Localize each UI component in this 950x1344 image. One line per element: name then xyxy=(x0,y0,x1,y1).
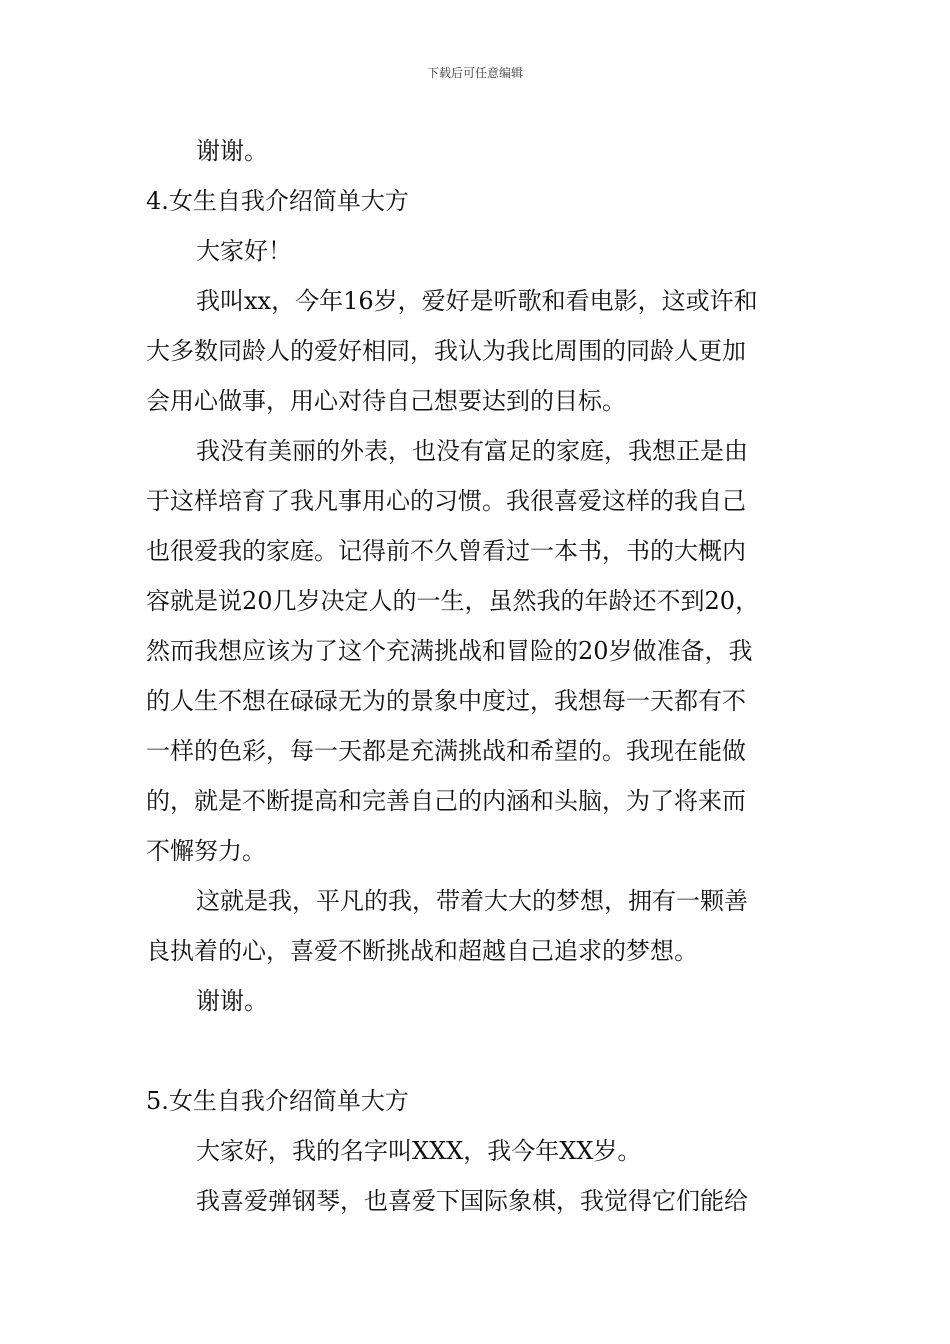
paragraph-line: 我叫xx，今年16岁，爱好是听歌和看电影，这或许和 xyxy=(196,287,758,315)
paragraph-line: 这就是我，平凡的我，带着大大的梦想，拥有一颗善 xyxy=(196,887,748,915)
closing-thanks: 谢谢。 xyxy=(196,137,268,165)
paragraph-line: 的人生不想在碌碌无为的景象中度过，我想每一天都有不 xyxy=(146,687,746,715)
greeting: 大家好！ xyxy=(196,237,292,265)
paragraph-line: 会用心做事，用心对待自己想要达到的目标。 xyxy=(146,387,626,415)
page-header: 下载后可任意编辑 xyxy=(426,66,523,80)
closing-thanks: 谢谢。 xyxy=(196,987,268,1015)
paragraph-line: 于这样培育了我凡事用心的习惯。我很喜爱这样的我自己 xyxy=(146,487,746,515)
paragraph-line: 也很爱我的家庭。记得前不久曾看过一本书，书的大概内 xyxy=(146,537,746,565)
blank-line xyxy=(146,1026,810,1076)
section-heading-4: 4.女生自我介绍简单大方 xyxy=(146,187,409,215)
greeting: 大家好，我的名字叫XXX，我今年XX岁。 xyxy=(196,1137,642,1165)
paragraph-line: 大多数同龄人的爱好相同，我认为我比周围的同龄人更加 xyxy=(146,337,746,365)
paragraph-line: 我喜爱弹钢琴，也喜爱下国际象棋，我觉得它们能给 xyxy=(196,1187,748,1215)
paragraph-line: 容就是说20几岁决定人的一生，虽然我的年龄还不到20， xyxy=(146,587,760,615)
paragraph-line: 我没有美丽的外表，也没有富足的家庭，我想正是由 xyxy=(196,437,748,465)
paragraph-line: 一样的色彩，每一天都是充满挑战和希望的。我现在能做 xyxy=(146,737,746,765)
paragraph-line: 的，就是不断提高和完善自己的内涵和头脑，为了将来而 xyxy=(146,787,746,815)
section-heading-5: 5.女生自我介绍简单大方 xyxy=(146,1087,409,1115)
paragraph-line: 然而我想应该为了这个充满挑战和冒险的20岁做准备，我 xyxy=(146,637,753,665)
paragraph-line: 良执着的心，喜爱不断挑战和超越自己追求的梦想。 xyxy=(146,937,698,965)
document-body xyxy=(146,126,810,1226)
paragraph-line: 不懈努力。 xyxy=(146,837,266,865)
